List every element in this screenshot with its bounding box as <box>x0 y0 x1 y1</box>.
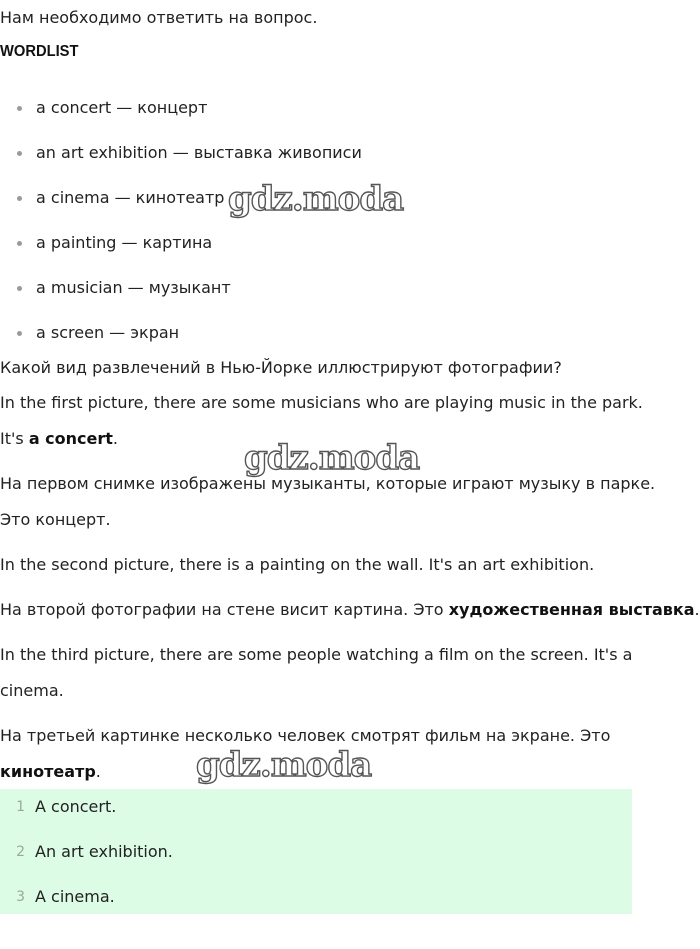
answer-text: A cinema. <box>35 887 115 906</box>
paragraph-russian-1: На первом снимке изображены музыканты, которые играют музыку в парке. <box>0 474 656 493</box>
intro-text: Нам необходимо ответить на вопрос. <box>0 8 318 27</box>
wordlist-item-text: a concert — концерт <box>36 98 208 117</box>
wordlist-heading: WORDLIST <box>0 43 79 60</box>
question-text: Какой вид развлечений в Нью-Йорке иллюстрируют фотографии? <box>0 358 562 377</box>
wordlist-item-text: an art exhibition — выставка живописи <box>36 143 362 162</box>
bold-answer: a concert <box>28 429 113 448</box>
bullet-icon <box>17 151 22 156</box>
bullet-icon <box>17 196 22 201</box>
paragraph-russian-3-continued <box>0 762 101 782</box>
paragraph-russian-1-continued: Это концерт. <box>0 510 111 529</box>
paragraph-russian-3: На третьей картинке несколько человек смотрят фильм на экране. Это <box>0 726 611 745</box>
answer-text: An art exhibition. <box>35 842 173 861</box>
watermark-logo: gdz.moda <box>244 438 420 478</box>
wordlist-item-text: a painting — картина <box>36 233 213 252</box>
answer-box <box>0 789 632 914</box>
paragraph-english-3: In the third picture, there are some people watching a film on the screen. It's a <box>0 645 633 664</box>
wordlist-item-text: a cinema — кинотеатр <box>36 188 225 207</box>
answer-text: A concert. <box>35 797 117 816</box>
bold-answer: художественная выставка <box>448 600 695 619</box>
answer-number: 2 <box>16 844 25 860</box>
wordlist-item-text: a screen — экран <box>36 323 180 342</box>
text-span: . <box>112 429 119 448</box>
answer-row <box>0 796 632 818</box>
paragraph-english-1-continued <box>0 429 118 449</box>
text-span: . <box>95 762 101 781</box>
text-span: It's <box>0 429 29 448</box>
paragraph-english-3-continued: cinema. <box>0 681 64 700</box>
paragraph-russian-2 <box>0 600 700 620</box>
bullet-icon <box>17 106 22 111</box>
bullet-icon <box>17 331 22 336</box>
text-span: . <box>694 600 700 619</box>
bullet-icon <box>17 286 22 291</box>
watermark-logo: gdz.moda <box>196 745 372 785</box>
answer-row <box>0 841 632 863</box>
watermark-logo: gdz.moda <box>228 179 404 219</box>
paragraph-english-1: In the first picture, there are some musicians who are playing music in the park. <box>0 393 643 412</box>
text-span: На второй фотографии на стене висит картина. Это <box>0 600 449 619</box>
bold-answer: кинотеатр <box>0 762 96 781</box>
answer-row <box>0 886 632 908</box>
paragraph-english-2: In the second picture, there is a painting on the wall. It's an art exhibition. <box>0 555 595 574</box>
answer-number: 3 <box>16 889 25 905</box>
answer-number: 1 <box>16 799 25 815</box>
bullet-icon <box>17 241 22 246</box>
wordlist-item-text: a musician — музыкант <box>36 278 231 297</box>
